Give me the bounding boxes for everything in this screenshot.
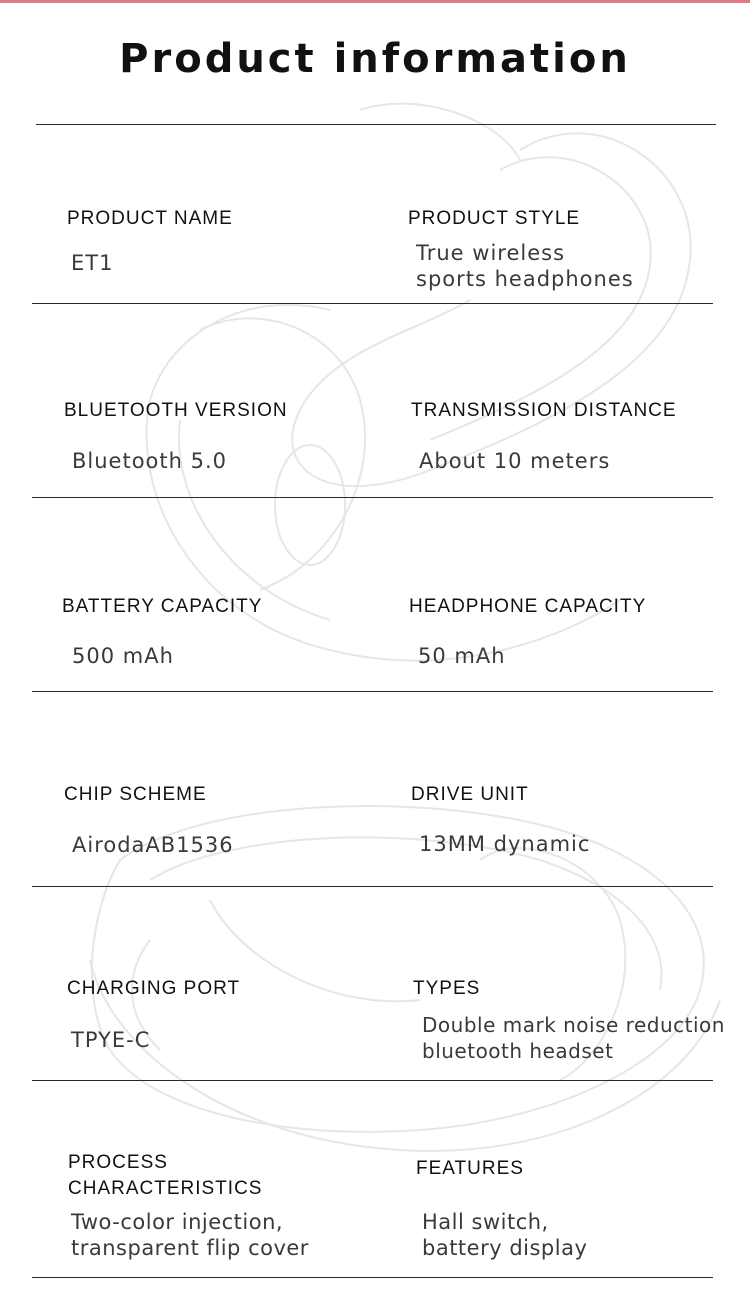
spec-value-process-characteristics: Two-color injection, transparent flip cover xyxy=(71,1210,309,1260)
row-divider xyxy=(32,303,713,304)
spec-value-features: Hall switch, battery display xyxy=(422,1210,588,1260)
page-title: Product information xyxy=(119,36,631,82)
title-divider xyxy=(36,124,716,125)
row-divider xyxy=(32,497,713,498)
spec-value-battery-capacity: 500 mAh xyxy=(72,644,174,668)
spec-label-types: TYPES xyxy=(413,978,481,999)
spec-value-bluetooth-version: Bluetooth 5.0 xyxy=(72,449,228,473)
spec-label-headphone-capacity: HEADPHONE CAPACITY xyxy=(409,596,647,617)
spec-label-features: FEATURES xyxy=(416,1158,524,1179)
spec-label-drive-unit: DRIVE UNIT xyxy=(411,784,529,805)
spec-value-drive-unit: 13MM dynamic xyxy=(419,832,591,856)
spec-value-product-style: True wireless sports headphones xyxy=(416,241,634,291)
spec-value-chip-scheme: AirodaAB1536 xyxy=(72,833,234,857)
top-accent-bar xyxy=(0,0,750,3)
spec-label-battery-capacity: BATTERY CAPACITY xyxy=(62,596,263,617)
spec-value-charging-port: TPYE-C xyxy=(71,1028,151,1052)
spec-value-transmission-distance: About 10 meters xyxy=(419,449,611,473)
row-divider xyxy=(32,691,713,692)
spec-label-product-name: PRODUCT NAME xyxy=(67,208,233,229)
row-divider xyxy=(32,1277,713,1278)
spec-label-process-characteristics: PROCESS CHARACTERISTICS xyxy=(68,1152,263,1199)
spec-value-headphone-capacity: 50 mAh xyxy=(418,644,506,668)
spec-value-types: Double mark noise reduction bluetooth headset xyxy=(422,1013,725,1063)
spec-label-bluetooth-version: BLUETOOTH VERSION xyxy=(64,400,288,421)
row-divider xyxy=(32,886,713,887)
spec-label-chip-scheme: CHIP SCHEME xyxy=(64,784,207,805)
row-divider xyxy=(32,1080,713,1081)
spec-label-product-style: PRODUCT STYLE xyxy=(408,208,581,229)
spec-label-transmission-distance: TRANSMISSION DISTANCE xyxy=(411,400,677,421)
spec-label-charging-port: CHARGING PORT xyxy=(67,978,241,999)
spec-value-product-name: ET1 xyxy=(71,251,114,275)
